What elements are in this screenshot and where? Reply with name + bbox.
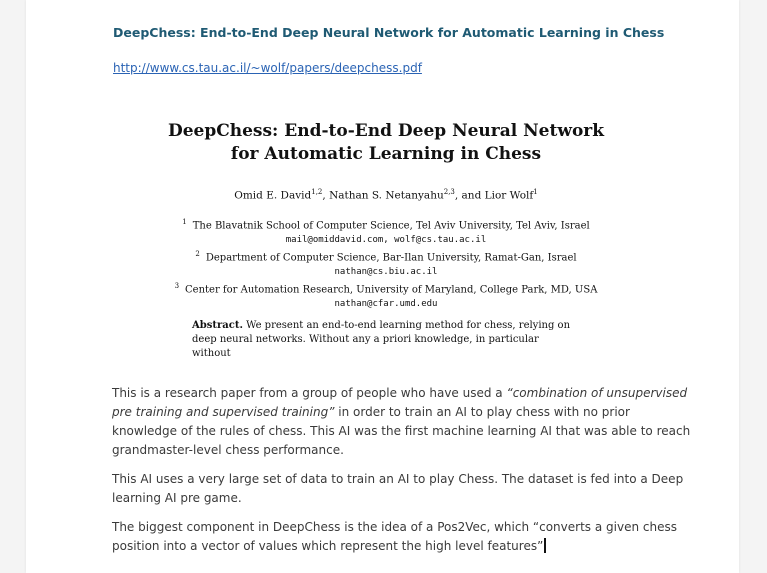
affiliation-1: $^1$ The Blavatnik School of Computer Science, Tel Aviv University, Tel Aviv, Israel xyxy=(182,217,590,231)
abstract-label: Abstract. xyxy=(192,320,243,332)
note-title[interactable]: DeepChess: End-to-End Deep Neural Network for Automatic Learning in Chess xyxy=(113,25,665,40)
affiliation-1-email: mail@omiddavid.com, wolf@cs.tau.ac.il xyxy=(285,234,487,245)
paragraph-3[interactable]: The biggest component in DeepChess is the idea of a Pos2Vec, which “converts a given chess position into a vector of values which represent the high level features” xyxy=(112,520,677,553)
paper-authors: Omid E. David$^{1,2}$, Nathan S. Netanyahu$^{2,3}$, and Lior Wolf$^1$ xyxy=(234,188,538,202)
paper-affiliations xyxy=(166,215,606,312)
abstract-line-2: deep neural networks. Without any a priori knowledge, in particular without xyxy=(192,334,539,360)
author-3: Lior Wolf xyxy=(484,189,534,202)
paper-preview-image xyxy=(166,110,606,360)
affiliation-3: $^3$ Center for Automation Research, University of Maryland, College Park, MD, USA xyxy=(174,282,598,296)
author-2: Nathan S. Netanyahu xyxy=(329,189,444,202)
paper-abstract: Abstract. We present an end-to-end learning method for chess, relying on deep neural networks. Without any a priori knowledge, in particular without xyxy=(176,319,596,361)
note-page xyxy=(26,0,739,573)
note-body[interactable] xyxy=(112,384,692,566)
quote-1: “combination of unsupervised pre training and supervised training” xyxy=(112,386,688,419)
paragraph-1[interactable]: This is a research paper from a group of people who have used a “combination of unsupervised pre training and supervised training” in order to train an AI to play chess with no prior knowledge of the rules of chess. This AI was the first machine learning AI that was able to reach grandmaster-level chess performance. xyxy=(112,386,691,457)
affiliation-2: $^2$ Department of Computer Science, Bar-Ilan University, Ramat-Gan, Israel xyxy=(195,249,577,264)
affiliation-2-email: nathan@cs.biu.ac.il xyxy=(334,267,438,278)
paper-title xyxy=(166,120,606,166)
paper-title-line-2: for Automatic Learning in Chess xyxy=(230,144,542,164)
text-cursor xyxy=(544,538,546,553)
paper-link[interactable]: http://www.cs.tau.ac.il/~wolf/papers/deepchess.pdf xyxy=(113,61,422,75)
affiliation-3-email: nathan@cfar.umd.edu xyxy=(334,299,438,310)
paper-title-line-1: DeepChess: End-to-End Deep Neural Network xyxy=(167,121,605,141)
paragraph-2[interactable]: This AI uses a very large set of data to train an AI to play Chess. The dataset is fed into a Deep learning AI pre game. xyxy=(112,472,684,505)
author-1: Omid E. David xyxy=(234,189,312,202)
